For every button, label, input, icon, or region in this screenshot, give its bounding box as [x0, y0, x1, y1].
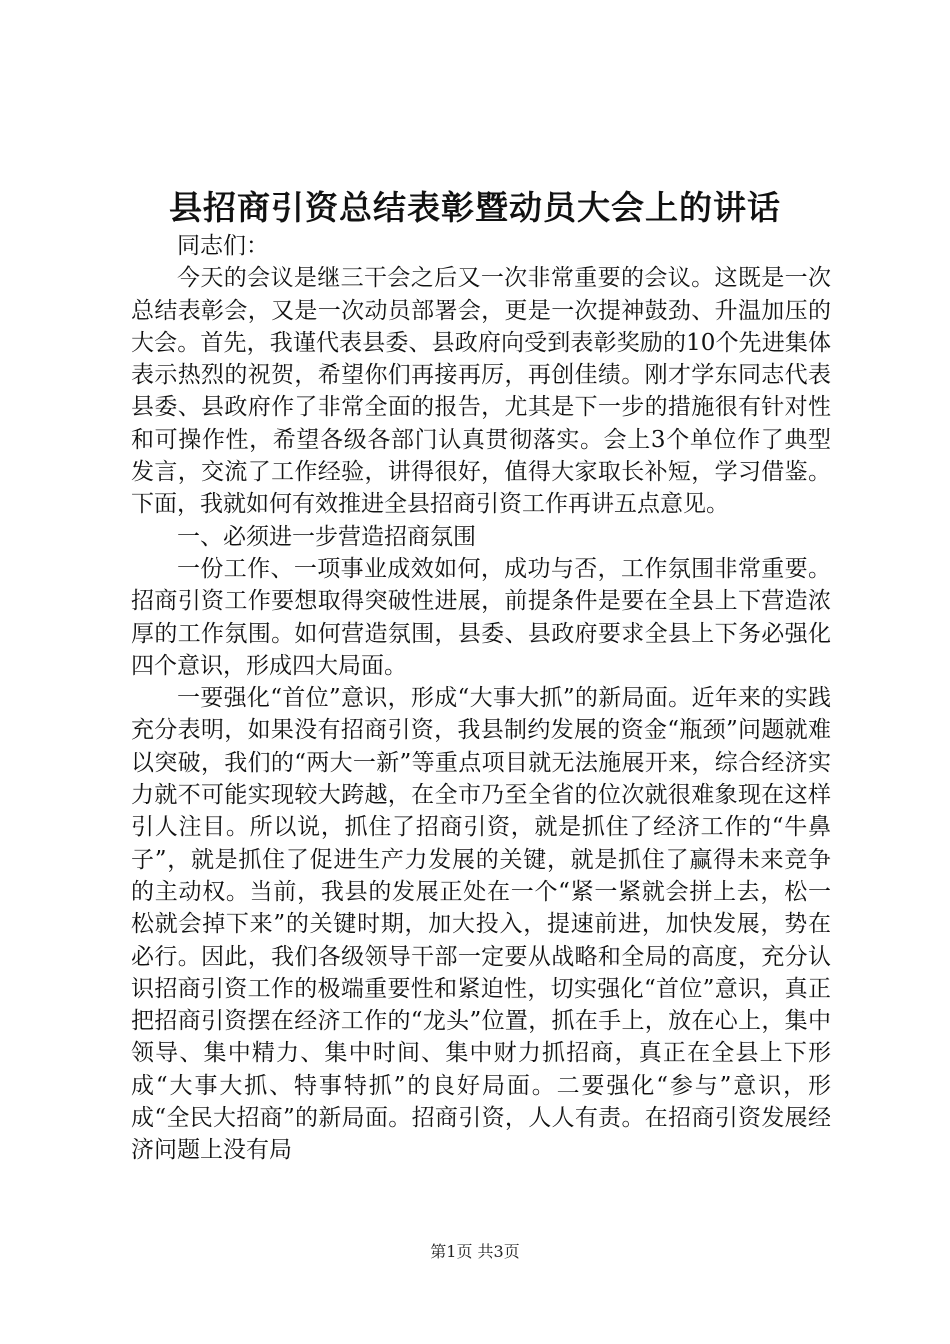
body-paragraph: 一份工作、一项事业成效如何，成功与否，工作氛围非常重要。招商引资工作要想取得突破性进展，前提条件是要在全县上下营造浓厚的工作氛围。如何营造氛围，县委、县政府要求全县上下务必强化四个意识，形成四大局面。	[131, 555, 831, 679]
salutation-paragraph: 同志们：	[177, 233, 269, 259]
section-heading: 一、必须进一步营造招商氛围	[177, 523, 476, 550]
body-paragraph: 一要强化“首位”意识，形成“大事大抓”的新局面。近年来的实践充分表明，如果没有招商引资，我县制约发展的资金“瓶颈”问题就难以突破，我们的“两大一新”等重点项目就无法施展开来，综合经济实力就不可能实现较大跨越，在全市乃至全省的位次就很难象现在这样引人注目。所以说，抓住了招商引资，就是抓住了经济工作的“牛鼻子”，就是抓住了促进生产力发展的关键，就是抓住了赢得未来竞争的主动权。当前，我县的发展正处在一个“紧一紧就会拼上去，松一松就会掉下来”的关键时期，加大投入，提速前进，加快发展，势在必行。因此，我们各级领导干部一定要从战略和全局的高度，充分认识招商引资工作的极端重要性和紧迫性，切实强化“首位”意识，真正把招商引资摆在经济工作的“龙头”位置，抓在手上，放在心上，集中领导、集中精力、集中时间、集中财力抓招商，真正在全县上下形成“大事大抓、特事特抓”的良好局面。二要强化“参与”意识，形成“全民大招商”的新局面。招商引资，人人有责。在招商引资发展经济问题上没有局	[131, 685, 831, 1164]
document-title: 县招商引资总结表彰暨动员大会上的讲话	[169, 188, 781, 227]
body-paragraph: 今天的会议是继三干会之后又一次非常重要的会议。这既是一次总结表彰会，又是一次动员部署会，更是一次提神鼓劲、升温加压的大会。首先，我谨代表县委、县政府向受到表彰奖励的10个先进集体表示热烈的祝贺，希望你们再接再厉，再创佳绩。刚才学东同志代表县委、县政府作了非常全面的报告，尤其是下一步的措施很有针对性和可操作性，希望各级各部门认真贯彻落实。会上3个单位作了典型发言，交流了工作经验，讲得很好，值得大家取长补短，学习借鉴。下面，我就如何有效推进全县招商引资工作再讲五点意见。	[131, 265, 831, 518]
page-footer: 第1页 共3页	[430, 1242, 520, 1261]
document-body	[131, 230, 831, 1167]
